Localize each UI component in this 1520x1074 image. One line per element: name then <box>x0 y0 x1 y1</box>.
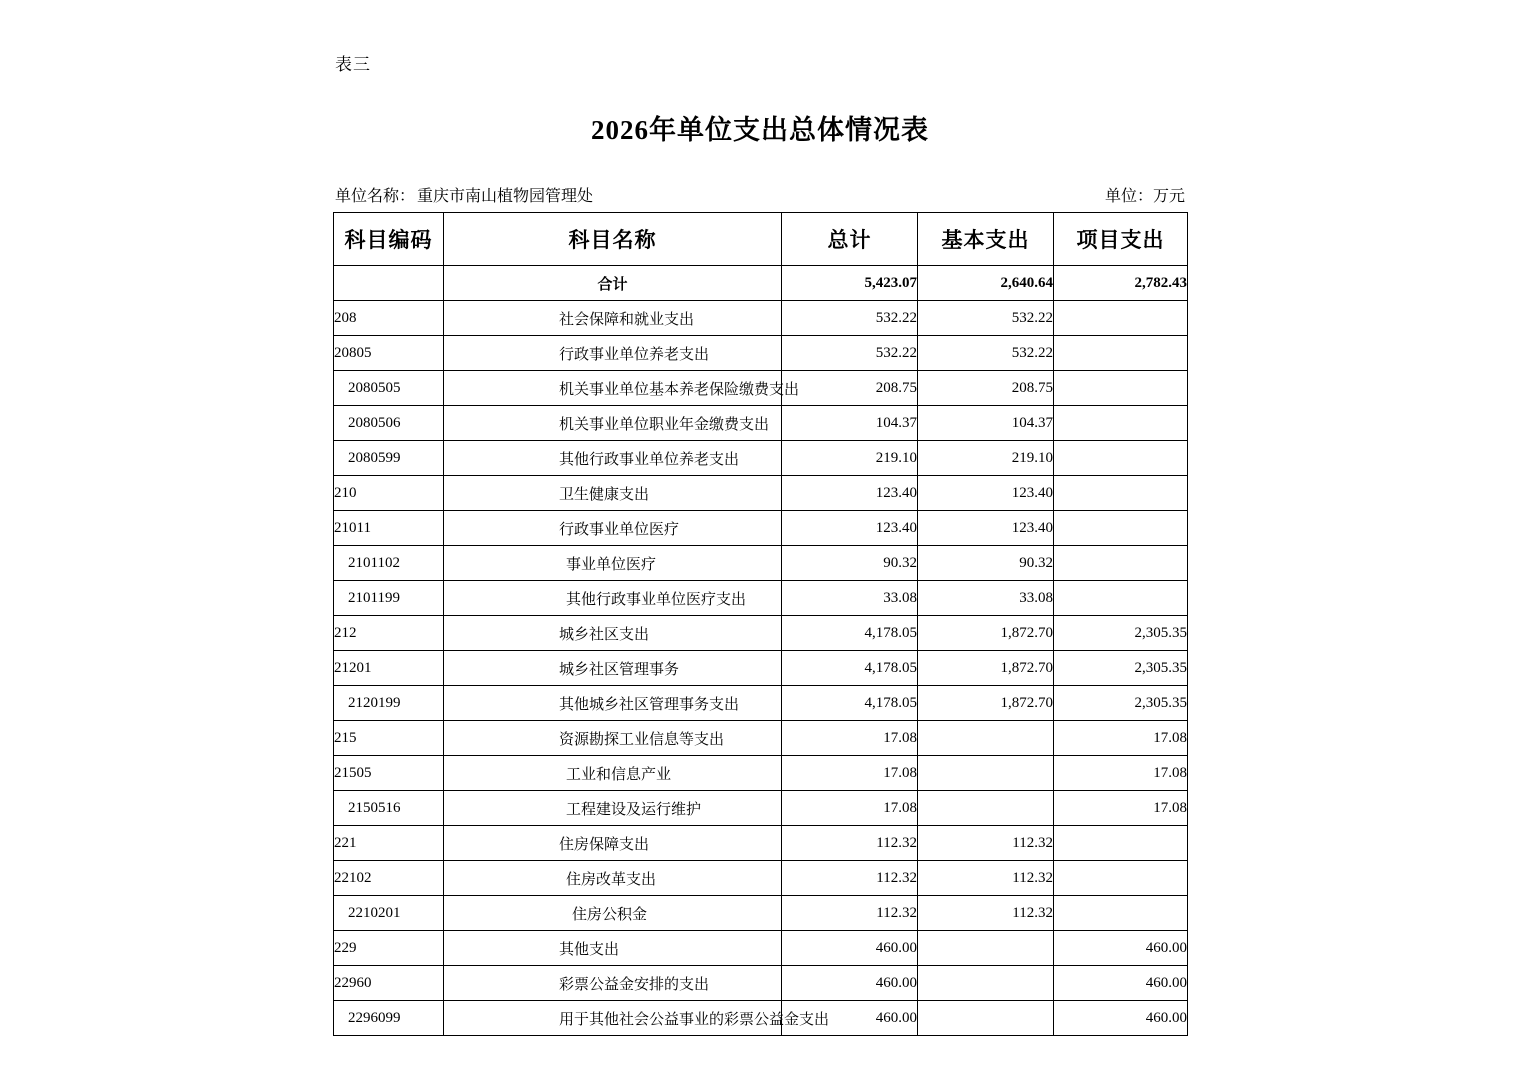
cell-subject-code: 2101102 <box>334 546 444 581</box>
amount-unit-label: 单位：万元 <box>1104 188 1185 205</box>
table-row <box>334 266 1188 301</box>
cell-basic <box>918 931 1054 966</box>
cell-subject-name: 住房公积金 <box>444 896 782 931</box>
cell-basic: 208.75 <box>918 371 1054 406</box>
table-row <box>334 1001 1188 1036</box>
cell-total: 33.08 <box>782 581 918 616</box>
table-row <box>334 511 1188 546</box>
cell-project <box>1054 406 1188 441</box>
cell-subject-code: 2080599 <box>334 441 444 476</box>
cell-basic: 219.10 <box>918 441 1054 476</box>
table-row <box>334 966 1188 1001</box>
cell-project <box>1054 371 1188 406</box>
table-row <box>334 336 1188 371</box>
cell-subject-code: 2080506 <box>334 406 444 441</box>
cell-subject-code: 212 <box>334 616 444 651</box>
table-row <box>334 861 1188 896</box>
cell-total: 4,178.05 <box>782 651 918 686</box>
cell-subject-name: 用于其他社会公益事业的彩票公益金支出 <box>444 1001 782 1036</box>
cell-total: 17.08 <box>782 791 918 826</box>
cell-project: 460.00 <box>1054 1001 1188 1036</box>
table-row <box>334 546 1188 581</box>
table-row <box>334 441 1188 476</box>
cell-subject-code: 21505 <box>334 756 444 791</box>
cell-subject-code: 2120199 <box>334 686 444 721</box>
cell-total: 17.08 <box>782 756 918 791</box>
cell-basic: 2,640.64 <box>918 266 1054 301</box>
cell-project: 460.00 <box>1054 966 1188 1001</box>
table-row <box>334 686 1188 721</box>
unit-name-value: 重庆市南山植物园管理处 <box>417 188 594 205</box>
table-row <box>334 721 1188 756</box>
header-project: 项目支出 <box>1054 213 1188 266</box>
cell-project: 17.08 <box>1054 791 1188 826</box>
cell-project <box>1054 476 1188 511</box>
cell-subject-code: 20805 <box>334 336 444 371</box>
cell-basic: 112.32 <box>918 826 1054 861</box>
cell-subject-code: 22102 <box>334 861 444 896</box>
cell-subject-code: 208 <box>334 301 444 336</box>
cell-subject-code <box>334 266 444 301</box>
sheet-label: 表三 <box>335 55 371 74</box>
cell-subject-name: 其他行政事业单位医疗支出 <box>444 581 782 616</box>
cell-basic: 1,872.70 <box>918 616 1054 651</box>
cell-basic: 112.32 <box>918 896 1054 931</box>
cell-total: 90.32 <box>782 546 918 581</box>
cell-basic: 123.40 <box>918 476 1054 511</box>
table-row <box>334 476 1188 511</box>
cell-total: 460.00 <box>782 966 918 1001</box>
unit-name-block <box>335 183 593 206</box>
cell-basic: 1,872.70 <box>918 651 1054 686</box>
cell-total: 208.75 <box>782 371 918 406</box>
cell-subject-code: 2296099 <box>334 1001 444 1036</box>
cell-project: 17.08 <box>1054 721 1188 756</box>
cell-subject-code: 210 <box>334 476 444 511</box>
cell-subject-code: 221 <box>334 826 444 861</box>
table-row <box>334 651 1188 686</box>
cell-subject-name: 其他支出 <box>444 931 782 966</box>
cell-total: 123.40 <box>782 476 918 511</box>
cell-basic: 112.32 <box>918 861 1054 896</box>
table-row <box>334 791 1188 826</box>
cell-total: 532.22 <box>782 336 918 371</box>
cell-basic: 1,872.70 <box>918 686 1054 721</box>
cell-total: 4,178.05 <box>782 616 918 651</box>
cell-project <box>1054 301 1188 336</box>
cell-total: 123.40 <box>782 511 918 546</box>
cell-subject-code: 2080505 <box>334 371 444 406</box>
table-row <box>334 581 1188 616</box>
cell-basic <box>918 721 1054 756</box>
cell-subject-name: 城乡社区管理事务 <box>444 651 782 686</box>
header-basic: 基本支出 <box>918 213 1054 266</box>
cell-subject-name: 机关事业单位基本养老保险缴费支出 <box>444 371 782 406</box>
cell-project <box>1054 861 1188 896</box>
cell-total: 532.22 <box>782 301 918 336</box>
cell-basic: 33.08 <box>918 581 1054 616</box>
meta-row <box>335 183 1185 205</box>
cell-basic: 104.37 <box>918 406 1054 441</box>
cell-subject-name: 住房改革支出 <box>444 861 782 896</box>
cell-basic <box>918 756 1054 791</box>
cell-subject-code: 22960 <box>334 966 444 1001</box>
cell-total: 17.08 <box>782 721 918 756</box>
cell-subject-name: 合计 <box>444 266 782 301</box>
cell-subject-code: 229 <box>334 931 444 966</box>
cell-subject-name: 事业单位医疗 <box>444 546 782 581</box>
table-header-row <box>334 213 1188 266</box>
cell-basic <box>918 1001 1054 1036</box>
expenditure-table <box>333 212 1188 1036</box>
cell-subject-name: 城乡社区支出 <box>444 616 782 651</box>
cell-total: 112.32 <box>782 861 918 896</box>
table-row <box>334 301 1188 336</box>
cell-subject-name: 其他城乡社区管理事务支出 <box>444 686 782 721</box>
header-name: 科目名称 <box>444 213 782 266</box>
cell-total: 5,423.07 <box>782 266 918 301</box>
unit-name-label: 单位名称： <box>335 188 416 205</box>
header-total: 总计 <box>782 213 918 266</box>
cell-project <box>1054 441 1188 476</box>
cell-subject-name: 彩票公益金安排的支出 <box>444 966 782 1001</box>
cell-subject-name: 资源勘探工业信息等支出 <box>444 721 782 756</box>
cell-basic: 532.22 <box>918 336 1054 371</box>
cell-total: 112.32 <box>782 896 918 931</box>
cell-subject-code: 2150516 <box>334 791 444 826</box>
cell-basic: 123.40 <box>918 511 1054 546</box>
cell-project <box>1054 511 1188 546</box>
cell-subject-code: 21011 <box>334 511 444 546</box>
table-row <box>334 616 1188 651</box>
header-code: 科目编码 <box>334 213 444 266</box>
cell-total: 219.10 <box>782 441 918 476</box>
cell-total: 104.37 <box>782 406 918 441</box>
cell-subject-name: 机关事业单位职业年金缴费支出 <box>444 406 782 441</box>
cell-total: 460.00 <box>782 1001 918 1036</box>
cell-subject-code: 21201 <box>334 651 444 686</box>
cell-subject-name: 卫生健康支出 <box>444 476 782 511</box>
table-row <box>334 371 1188 406</box>
table-row <box>334 406 1188 441</box>
cell-project: 2,305.35 <box>1054 686 1188 721</box>
cell-basic <box>918 966 1054 1001</box>
cell-basic: 532.22 <box>918 301 1054 336</box>
cell-basic <box>918 791 1054 826</box>
table-row <box>334 756 1188 791</box>
cell-basic: 90.32 <box>918 546 1054 581</box>
cell-project: 2,305.35 <box>1054 651 1188 686</box>
cell-project <box>1054 896 1188 931</box>
cell-project <box>1054 546 1188 581</box>
table-row <box>334 931 1188 966</box>
table-body <box>334 266 1188 1036</box>
cell-total: 460.00 <box>782 931 918 966</box>
cell-project: 17.08 <box>1054 756 1188 791</box>
cell-subject-code: 2210201 <box>334 896 444 931</box>
table-row <box>334 896 1188 931</box>
cell-subject-name: 行政事业单位医疗 <box>444 511 782 546</box>
cell-subject-name: 工程建设及运行维护 <box>444 791 782 826</box>
cell-project: 2,305.35 <box>1054 616 1188 651</box>
cell-subject-name: 住房保障支出 <box>444 826 782 861</box>
cell-subject-code: 2101199 <box>334 581 444 616</box>
cell-project: 2,782.43 <box>1054 266 1188 301</box>
cell-project <box>1054 826 1188 861</box>
cell-project <box>1054 581 1188 616</box>
cell-subject-code: 215 <box>334 721 444 756</box>
cell-total: 112.32 <box>782 826 918 861</box>
table-row <box>334 826 1188 861</box>
cell-total: 4,178.05 <box>782 686 918 721</box>
cell-subject-name: 行政事业单位养老支出 <box>444 336 782 371</box>
cell-project <box>1054 336 1188 371</box>
page-title: 2026年单位支出总体情况表 <box>591 115 929 145</box>
cell-subject-name: 社会保障和就业支出 <box>444 301 782 336</box>
cell-subject-name: 工业和信息产业 <box>444 756 782 791</box>
cell-subject-name: 其他行政事业单位养老支出 <box>444 441 782 476</box>
cell-project: 460.00 <box>1054 931 1188 966</box>
